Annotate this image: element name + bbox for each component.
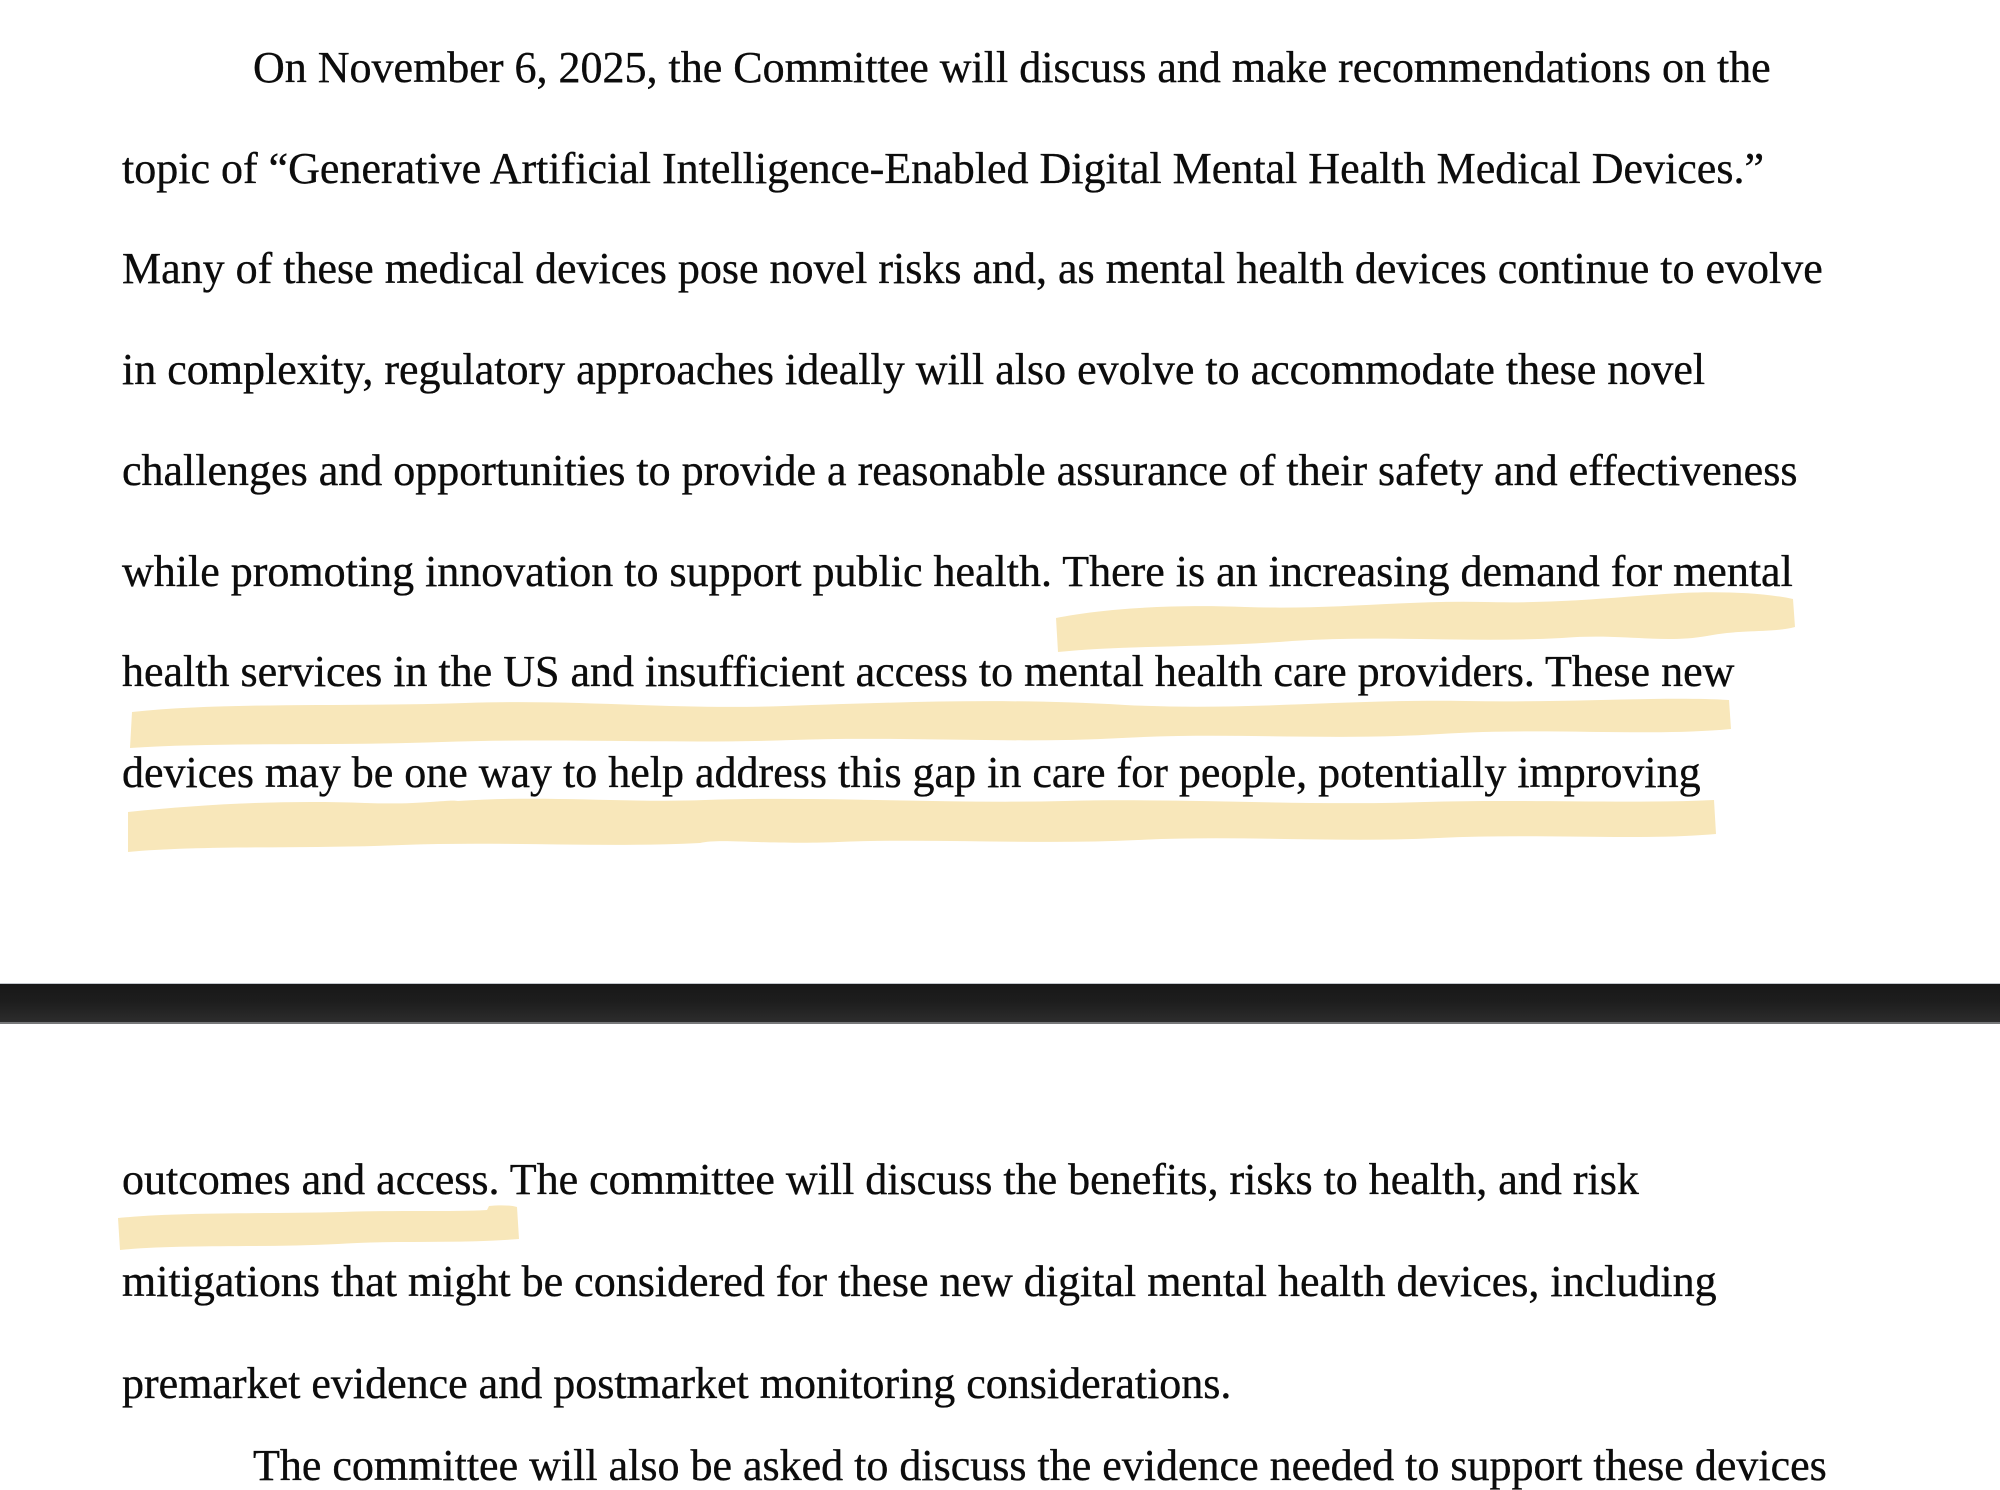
highlighter-stroke-demand-for-mental [1056,592,1795,652]
text-line: Many of these medical devices pose novel risks and, as mental health devices continue to evolve [122,244,1823,293]
page-break-bar [0,983,2000,1024]
highlighter-stroke-devices-gap [128,799,1716,852]
highlighter-stroke-outcomes-access [118,1205,519,1250]
text-line: devices may be one way to help address this gap in care for people, potentially improving [122,748,1701,797]
text-line: premarket evidence and postmarket monitoring considerations. [122,1359,1232,1408]
text-line: in complexity, regulatory approaches ideally will also evolve to accommodate these novel [122,345,1706,394]
text-line: topic of “Generative Artificial Intelligence-Enabled Digital Mental Health Medical Devices.” [122,144,1764,193]
text-line: mitigations that might be considered for these new digital mental health devices, including [122,1257,1717,1306]
text-line-partial-cropped: The committee will also be asked to discuss the evidence needed to support these devices [253,1441,1827,1490]
text-line: On November 6, 2025, the Committee will discuss and make recommendations on the [253,43,1771,92]
text-line: while promoting innovation to support public health. There is an increasing demand for mental [122,547,1793,596]
text-line: challenges and opportunities to provide a reasonable assurance of their safety and effectiveness [122,446,1798,495]
text-line: outcomes and access. The committee will discuss the benefits, risks to health, and risk [122,1155,1639,1204]
text-line: health services in the US and insufficient access to mental health care providers. These new [122,647,1735,696]
highlighter-stroke-health-services [130,699,1731,748]
